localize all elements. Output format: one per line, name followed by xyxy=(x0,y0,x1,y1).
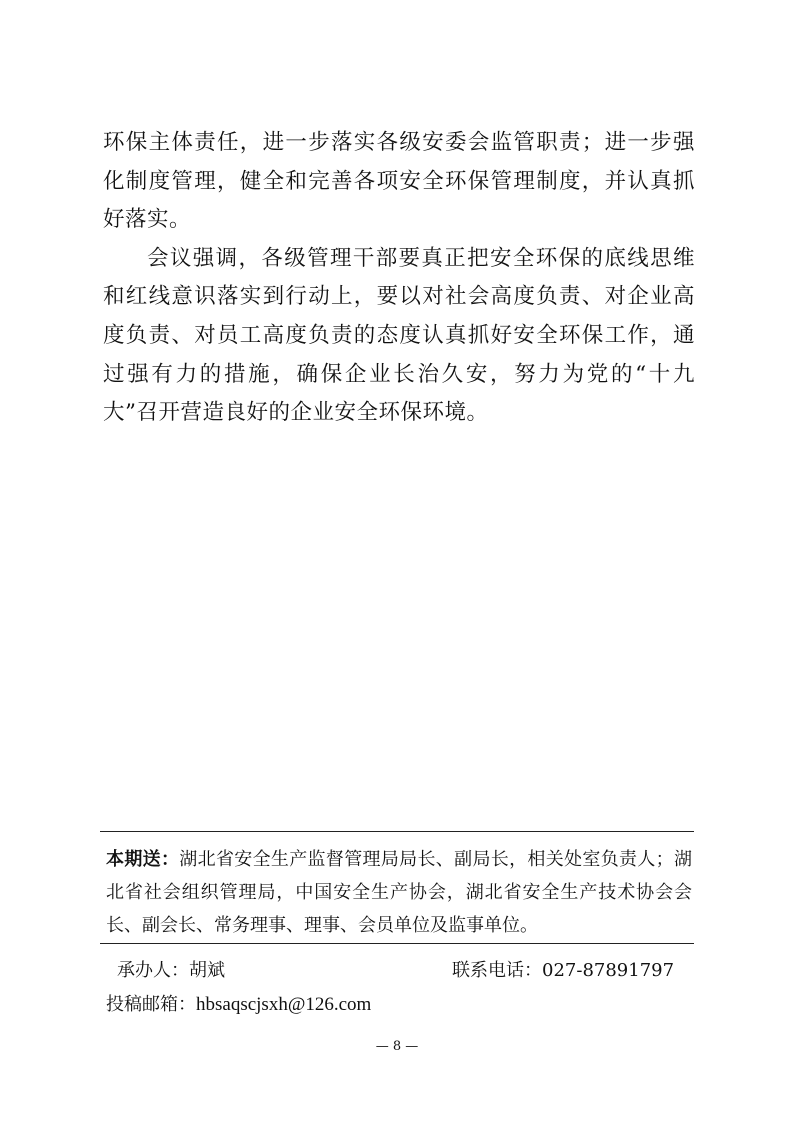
page-number: — 8 — xyxy=(375,1039,419,1054)
email-address: hbsaqscjsxh@126.com xyxy=(196,994,372,1015)
paragraph-meeting-emphasis: 会议强调，各级管理干部要真正把安全环保的底线思维和红线意识落实到行动上，要以对社会高度负责、对企业高度负责、对员工高度负责的态度认真抓好安全环保工作，通过强有力的措施，确保企业长治久安，努力为党的“十九大”召开营造良好的企业安全环保环境。 xyxy=(103,245,695,426)
handler-name: 胡斌 xyxy=(189,960,225,981)
handler-label: 承办人： xyxy=(117,960,189,981)
phone-number: 027-87891797 xyxy=(542,960,675,981)
email-row xyxy=(106,991,371,1019)
contact-row xyxy=(117,957,677,985)
phone-info xyxy=(452,957,674,985)
paragraph-continuation: 环保主体责任，进一步落实各级安委会监管职责；进一步强化制度管理，健全和完善各项安全环保管理制度，并认真抓好落实。 xyxy=(103,130,695,233)
handler-info xyxy=(117,957,225,985)
email-label: 投稿邮箱： xyxy=(106,994,196,1015)
distribution-list xyxy=(106,843,692,942)
distribution-recipients: 湖北省安全生产监督管理局局长、副局长，相关处室负责人；湖北省社会组织管理局，中国安全生产协会，湖北省安全生产技术协会会长、副会长、常务理事、理事、会员单位及监事单位。 xyxy=(106,849,693,936)
distribution-top-rule xyxy=(100,831,694,832)
distribution-bottom-rule xyxy=(100,943,694,944)
body-text xyxy=(103,124,695,433)
phone-label: 联系电话： xyxy=(452,960,542,981)
distribution-label: 本期送： xyxy=(106,849,180,870)
